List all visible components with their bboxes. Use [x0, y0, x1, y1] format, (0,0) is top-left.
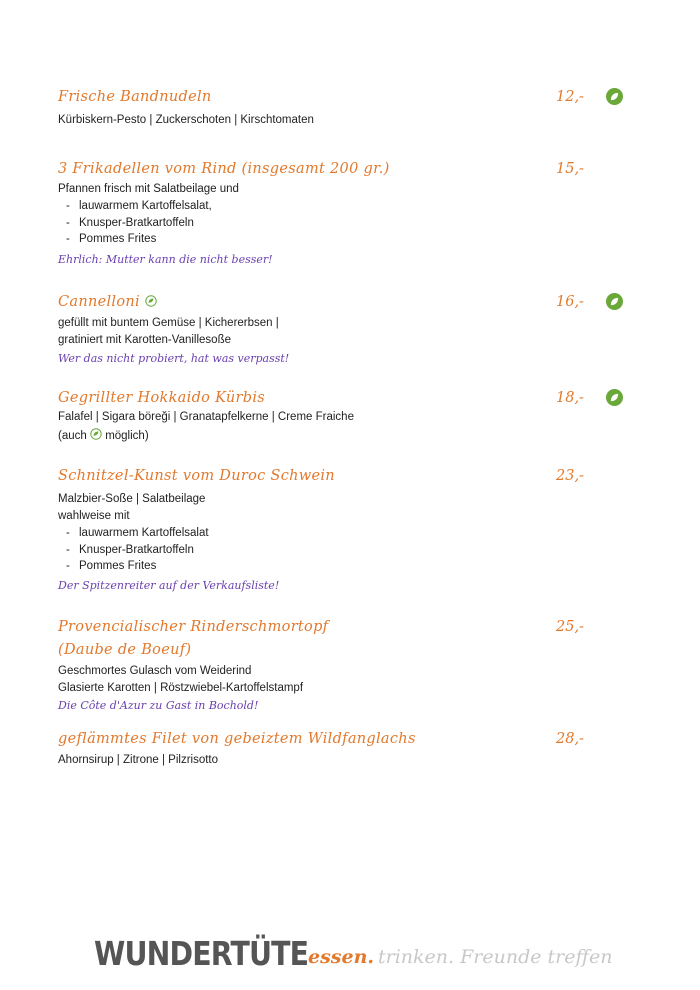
dish-description: Malzbier-Soße | Salatbeilage — [58, 493, 206, 505]
dish-title: Schnitzel-Kunst vom Duroc Schwein — [58, 468, 335, 484]
side-option: - Knusper-Bratkartoffeln — [58, 215, 628, 232]
dish-description: Ahornsirup | Zitrone | Pilzrisotto — [58, 754, 219, 766]
dish-price: 15,- — [556, 161, 584, 177]
tagline-rest: trinken. Freunde treffen — [378, 946, 613, 968]
side-option: - lauwarmem Kartoffelsalat, — [58, 198, 628, 215]
side-option: - Pommes Frites — [58, 231, 628, 248]
side-option: - Pommes Frites — [58, 558, 628, 575]
vegan-leaf-badge-icon — [606, 88, 623, 105]
dish-description: gefüllt mit buntem Gemüse | Kichererbsen | — [58, 317, 279, 329]
dish-description: gratiniert mit Karotten-Vanillesoße — [58, 334, 231, 346]
side-option: - lauwarmem Kartoffelsalat — [58, 525, 628, 542]
dish-price: 28,- — [556, 731, 584, 747]
dish-title: geflämmtes Filet von gebeiztem Wildfanglachs — [58, 731, 416, 747]
dish-subtitle: (Daube de Boeuf) — [58, 642, 192, 658]
dish-price: 18,- — [556, 390, 584, 406]
dish-title: Provencialischer Rinderschmortopf — [58, 619, 329, 635]
dish-price: 12,- — [556, 89, 584, 105]
leaf-icon — [90, 428, 102, 446]
dish-note: Der Spitzenreiter auf der Verkaufsliste! — [58, 578, 280, 592]
dish-title: Gegrillter Hokkaido Kürbis — [58, 390, 266, 406]
dish-description: Pfannen frisch mit Salatbeilage und — [58, 183, 239, 195]
menu-item — [58, 292, 628, 368]
dish-price: 23,- — [556, 468, 584, 484]
vegan-option-line — [58, 428, 628, 446]
menu-item — [58, 466, 628, 595]
vegan-leaf-badge-icon — [606, 293, 623, 310]
leaf-icon — [145, 293, 157, 313]
option-prefix: (auch — [58, 430, 87, 442]
dish-description: Falafel | Sigara böreği | Granatapfelkerne | Creme Fraiche — [58, 411, 354, 423]
dish-price: 25,- — [556, 619, 584, 635]
dish-title: 3 Frikadellen vom Rind (insgesamt 200 gr.) — [58, 161, 390, 177]
dish-description: Geschmortes Gulasch vom Weiderind — [58, 665, 252, 677]
menu-item — [58, 617, 628, 715]
dish-title-text: Cannelloni — [58, 294, 140, 310]
brand-logo: WUNDERTÜTE — [94, 934, 309, 973]
option-suffix: möglich) — [105, 430, 149, 442]
dish-note: Wer das nicht probiert, hat was verpasst! — [58, 352, 290, 365]
footer-brand — [94, 934, 654, 974]
dish-description: wahlweise mit — [58, 510, 130, 522]
dish-description: Glasierte Karotten | Röstzwiebel-Kartoffelstampf — [58, 682, 304, 694]
dish-title — [58, 292, 628, 313]
tagline-essen: essen. — [308, 946, 374, 968]
menu-item — [58, 729, 628, 769]
dish-description: Kürbiskern-Pesto | Zuckerschoten | Kirschtomaten — [58, 114, 314, 126]
menu-item — [58, 87, 628, 129]
menu-item — [58, 388, 628, 446]
dish-price: 16,- — [556, 294, 584, 310]
dish-note: Die Côte d'Azur zu Gast in Bochold! — [58, 699, 259, 712]
dish-note: Ehrlich: Mutter kann die nicht besser! — [58, 252, 273, 266]
dish-title: Frische Bandnudeln — [58, 89, 212, 105]
menu-item — [58, 159, 628, 269]
side-option: - Knusper-Bratkartoffeln — [58, 542, 628, 559]
vegan-leaf-badge-icon — [606, 389, 623, 406]
